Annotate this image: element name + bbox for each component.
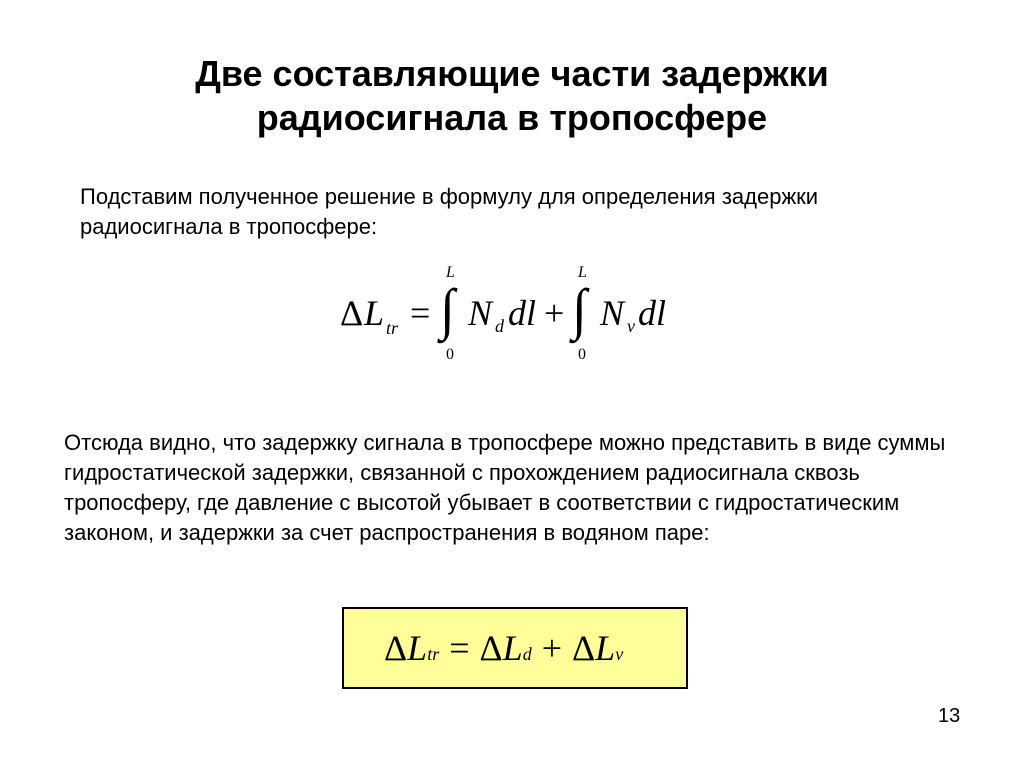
slide-title [0, 52, 1024, 140]
page-number: 13 [938, 705, 961, 727]
integral-sign-1: ∫ [440, 277, 455, 341]
plus-sign: + [541, 628, 563, 668]
differential-dl-2: dl [638, 293, 667, 333]
integral-upper-limit-1: L [446, 264, 455, 281]
variable-L: L [364, 293, 385, 333]
variable-N-2: N [600, 293, 625, 333]
title-line-1: Две составляющие части задержки [195, 53, 829, 94]
highlighted-formula-box [342, 607, 688, 689]
explanation-paragraph: Отсюда видно, что задержку сигнала в тропосфере можно представить в виде суммы гидростатической задержки, связанной с прохождением радиосигнала сквозь тропосферу, где давление с высотой убывает в соответствии с гидростатическим законом, и задержки за счет распространения в водяном паре: [64, 430, 946, 545]
variable-L: L [407, 628, 428, 668]
integral-upper-limit-2: L [578, 264, 587, 281]
differential-dl-1: dl [508, 293, 537, 333]
subscript-v: v [627, 316, 635, 336]
integral-lower-limit-2: 0 [578, 346, 586, 363]
delta-symbol: Δ [340, 293, 364, 333]
subscript-v: v [615, 644, 624, 664]
variable-N: N [468, 293, 493, 333]
delta-symbol: Δ [384, 628, 408, 668]
subscript-d: d [495, 316, 504, 336]
integral-lower-limit-1: 0 [446, 346, 454, 363]
intro-paragraph: Подставим полученное решение в формулу для определения задержки радиосигнала в тропосфере: [80, 184, 819, 239]
delta-symbol-v: Δ [572, 628, 596, 668]
integral-formula [340, 262, 700, 372]
variable-L-v: L [595, 628, 616, 668]
subscript-tr: tr [386, 318, 399, 338]
plus-sign: + [544, 293, 565, 333]
subscript-tr: tr [427, 644, 440, 664]
variable-L-d: L [502, 628, 523, 668]
delta-symbol-d: Δ [479, 628, 503, 668]
equals-sign: = [449, 628, 470, 668]
title-line-2: радиосигнала в тропосфере [256, 97, 768, 138]
integral-sign-2: ∫ [572, 277, 587, 341]
equals-sign: = [410, 293, 431, 333]
sum-formula [384, 627, 623, 669]
subscript-d: d [522, 644, 532, 664]
